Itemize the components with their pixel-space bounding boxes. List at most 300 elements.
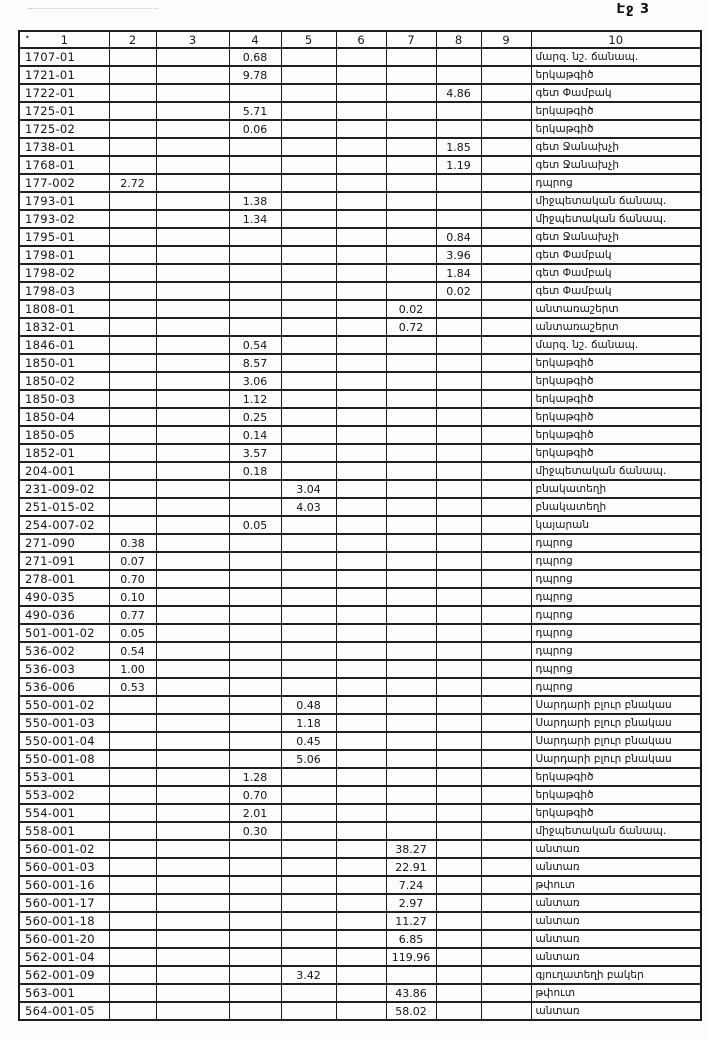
value-cell-c6: [336, 318, 386, 336]
value-cell-c2: 1.00: [109, 660, 156, 678]
table-row: [19, 246, 701, 264]
value-cell-c3: [156, 732, 229, 750]
value-cell-c4: 0.25: [229, 408, 281, 426]
value-cell-c7: [386, 246, 436, 264]
land-type-cell: գետ Ջանախչի: [531, 138, 701, 156]
value-cell-c3: [156, 894, 229, 912]
value-cell-c3: [156, 498, 229, 516]
value-cell-c5: [281, 912, 336, 930]
parcel-code-cell: 501-001-02: [19, 624, 109, 642]
value-cell-c9: [481, 606, 531, 624]
table-row: [19, 390, 701, 408]
value-cell-c8: [436, 984, 481, 1002]
table-row: [19, 408, 701, 426]
parcel-code-cell: 1798-02: [19, 264, 109, 282]
parcel-code-cell: 1850-05: [19, 426, 109, 444]
value-cell-c4: [229, 534, 281, 552]
parcel-code-cell: 1725-01: [19, 102, 109, 120]
value-cell-c3: [156, 336, 229, 354]
value-cell-c6: [336, 66, 386, 84]
table-row: [19, 588, 701, 606]
value-cell-c8: [436, 516, 481, 534]
value-cell-c4: [229, 138, 281, 156]
table-row: [19, 966, 701, 984]
value-cell-c8: 3.96: [436, 246, 481, 264]
value-cell-c3: [156, 174, 229, 192]
value-cell-c3: [156, 318, 229, 336]
value-cell-c5: [281, 984, 336, 1002]
value-cell-c9: [481, 66, 531, 84]
value-cell-c3: [156, 102, 229, 120]
value-cell-c2: [109, 804, 156, 822]
value-cell-c6: [336, 138, 386, 156]
value-cell-c7: [386, 156, 436, 174]
value-cell-c2: [109, 480, 156, 498]
value-cell-c2: [109, 426, 156, 444]
table-row: [19, 102, 701, 120]
land-type-cell: երկաթգիծ: [531, 444, 701, 462]
value-cell-c6: [336, 156, 386, 174]
value-cell-c2: [109, 840, 156, 858]
parcel-code-cell: 1721-01: [19, 66, 109, 84]
land-type-cell: գետ Ջանախչի: [531, 156, 701, 174]
value-cell-c3: [156, 462, 229, 480]
value-cell-c3: [156, 426, 229, 444]
value-cell-c5: [281, 570, 336, 588]
value-cell-c3: [156, 750, 229, 768]
value-cell-c5: [281, 858, 336, 876]
column-header-10: 10: [531, 31, 701, 48]
value-cell-c5: [281, 624, 336, 642]
value-cell-c6: [336, 768, 386, 786]
value-cell-c3: [156, 120, 229, 138]
corner-mark: •: [25, 33, 30, 42]
land-type-cell: դպրոց: [531, 678, 701, 696]
value-cell-c5: [281, 426, 336, 444]
parcel-code-cell: 1707-01: [19, 48, 109, 66]
value-cell-c2: [109, 822, 156, 840]
value-cell-c8: [436, 48, 481, 66]
value-cell-c3: [156, 804, 229, 822]
value-cell-c4: [229, 318, 281, 336]
parcel-code-cell: 560-001-20: [19, 930, 109, 948]
value-cell-c5: 4.03: [281, 498, 336, 516]
value-cell-c7: [386, 102, 436, 120]
value-cell-c2: [109, 858, 156, 876]
value-cell-c2: 0.53: [109, 678, 156, 696]
value-cell-c4: 0.06: [229, 120, 281, 138]
value-cell-c4: [229, 732, 281, 750]
value-cell-c7: [386, 372, 436, 390]
parcel-code-cell: 1852-01: [19, 444, 109, 462]
table-row: [19, 768, 701, 786]
value-cell-c6: [336, 570, 386, 588]
parcel-code-cell: 550-001-02: [19, 696, 109, 714]
value-cell-c7: 58.02: [386, 1002, 436, 1020]
value-cell-c7: 43.86: [386, 984, 436, 1002]
table-row: [19, 732, 701, 750]
value-cell-c4: [229, 876, 281, 894]
parcel-code-cell: 1850-02: [19, 372, 109, 390]
table-row: [19, 624, 701, 642]
value-cell-c5: [281, 840, 336, 858]
parcel-code-cell: 560-001-16: [19, 876, 109, 894]
table-row: [19, 66, 701, 84]
table-row: [19, 192, 701, 210]
value-cell-c9: [481, 480, 531, 498]
value-cell-c2: [109, 192, 156, 210]
value-cell-c6: [336, 966, 386, 984]
value-cell-c3: [156, 354, 229, 372]
value-cell-c5: [281, 930, 336, 948]
table-row: [19, 948, 701, 966]
value-cell-c9: [481, 930, 531, 948]
parcel-code-cell: 490-036: [19, 606, 109, 624]
value-cell-c9: [481, 516, 531, 534]
value-cell-c4: 2.01: [229, 804, 281, 822]
value-cell-c8: 1.19: [436, 156, 481, 174]
value-cell-c2: [109, 84, 156, 102]
value-cell-c5: 0.48: [281, 696, 336, 714]
value-cell-c2: 0.38: [109, 534, 156, 552]
value-cell-c9: [481, 228, 531, 246]
value-cell-c5: [281, 642, 336, 660]
table-row: [19, 354, 701, 372]
parcel-code-cell: 1798-03: [19, 282, 109, 300]
value-cell-c9: [481, 426, 531, 444]
value-cell-c7: [386, 174, 436, 192]
table-row: [19, 300, 701, 318]
value-cell-c4: 1.34: [229, 210, 281, 228]
value-cell-c8: [436, 408, 481, 426]
value-cell-c4: 0.70: [229, 786, 281, 804]
value-cell-c5: [281, 48, 336, 66]
table-row: [19, 912, 701, 930]
value-cell-c7: [386, 678, 436, 696]
table-row: [19, 660, 701, 678]
value-cell-c7: 11.27: [386, 912, 436, 930]
value-cell-c9: [481, 714, 531, 732]
value-cell-c6: [336, 948, 386, 966]
land-type-cell: անտառ: [531, 1002, 701, 1020]
table-row: [19, 570, 701, 588]
value-cell-c3: [156, 264, 229, 282]
value-cell-c3: [156, 372, 229, 390]
value-cell-c7: [386, 966, 436, 984]
value-cell-c9: [481, 858, 531, 876]
value-cell-c2: [109, 444, 156, 462]
land-type-cell: միջպետական ճանապ.: [531, 462, 701, 480]
value-cell-c4: [229, 624, 281, 642]
value-cell-c7: [386, 570, 436, 588]
land-type-cell: երկաթգիծ: [531, 426, 701, 444]
value-cell-c8: [436, 66, 481, 84]
parcel-code-cell: 1798-01: [19, 246, 109, 264]
value-cell-c7: [386, 534, 436, 552]
value-cell-c4: [229, 1002, 281, 1020]
value-cell-c3: [156, 966, 229, 984]
value-cell-c9: [481, 804, 531, 822]
parcel-code-cell: 536-002: [19, 642, 109, 660]
value-cell-c5: [281, 588, 336, 606]
parcel-code-cell: 560-001-17: [19, 894, 109, 912]
land-type-cell: անտառաշերտ: [531, 318, 701, 336]
land-type-cell: բնակատեղի: [531, 498, 701, 516]
value-cell-c9: [481, 660, 531, 678]
value-cell-c9: [481, 174, 531, 192]
value-cell-c3: [156, 948, 229, 966]
parcel-code-cell: 1846-01: [19, 336, 109, 354]
table-row: [19, 678, 701, 696]
land-type-cell: երկաթգիծ: [531, 354, 701, 372]
value-cell-c6: [336, 192, 386, 210]
parcel-code-cell: 554-001: [19, 804, 109, 822]
value-cell-c5: [281, 660, 336, 678]
table-row: [19, 642, 701, 660]
value-cell-c5: [281, 138, 336, 156]
table-row: [19, 48, 701, 66]
value-cell-c4: [229, 300, 281, 318]
table-row: [19, 444, 701, 462]
value-cell-c4: [229, 912, 281, 930]
value-cell-c5: [281, 354, 336, 372]
table-header-row: [19, 31, 701, 48]
value-cell-c6: [336, 480, 386, 498]
value-cell-c9: [481, 300, 531, 318]
value-cell-c6: [336, 804, 386, 822]
land-type-cell: գետ Փամբակ: [531, 246, 701, 264]
parcel-code-cell: 1793-02: [19, 210, 109, 228]
column-header-4: 4: [229, 31, 281, 48]
value-cell-c6: [336, 210, 386, 228]
value-cell-c4: [229, 228, 281, 246]
value-cell-c3: [156, 912, 229, 930]
value-cell-c5: [281, 318, 336, 336]
value-cell-c5: [281, 552, 336, 570]
value-cell-c4: [229, 264, 281, 282]
value-cell-c3: [156, 606, 229, 624]
parcel-code-cell: 1793-01: [19, 192, 109, 210]
value-cell-c2: [109, 750, 156, 768]
table-row: [19, 516, 701, 534]
value-cell-c4: [229, 606, 281, 624]
value-cell-c3: [156, 588, 229, 606]
value-cell-c6: [336, 858, 386, 876]
value-cell-c2: [109, 912, 156, 930]
value-cell-c9: [481, 984, 531, 1002]
value-cell-c4: [229, 714, 281, 732]
value-cell-c9: [481, 894, 531, 912]
value-cell-c5: [281, 444, 336, 462]
value-cell-c2: [109, 102, 156, 120]
land-type-cell: թփուտ: [531, 876, 701, 894]
value-cell-c8: [436, 678, 481, 696]
value-cell-c6: [336, 786, 386, 804]
value-cell-c5: [281, 516, 336, 534]
value-cell-c6: [336, 894, 386, 912]
value-cell-c8: [436, 912, 481, 930]
value-cell-c9: [481, 534, 531, 552]
value-cell-c3: [156, 822, 229, 840]
value-cell-c9: [481, 912, 531, 930]
land-type-cell: անտառ: [531, 912, 701, 930]
parcel-code-cell: 278-001: [19, 570, 109, 588]
table-row: [19, 606, 701, 624]
value-cell-c9: [481, 264, 531, 282]
land-type-cell: անտառաշերտ: [531, 300, 701, 318]
parcel-code-cell: 1850-01: [19, 354, 109, 372]
value-cell-c4: 0.68: [229, 48, 281, 66]
value-cell-c7: [386, 750, 436, 768]
value-cell-c2: [109, 408, 156, 426]
value-cell-c6: [336, 516, 386, 534]
value-cell-c2: [109, 984, 156, 1002]
value-cell-c2: [109, 876, 156, 894]
value-cell-c9: [481, 696, 531, 714]
value-cell-c4: [229, 174, 281, 192]
value-cell-c4: 3.06: [229, 372, 281, 390]
value-cell-c3: [156, 516, 229, 534]
land-type-cell: անտառ: [531, 930, 701, 948]
value-cell-c4: [229, 588, 281, 606]
land-type-cell: դպրոց: [531, 570, 701, 588]
value-cell-c6: [336, 84, 386, 102]
parcel-code-cell: 536-003: [19, 660, 109, 678]
table-row: [19, 174, 701, 192]
value-cell-c2: [109, 282, 156, 300]
value-cell-c3: [156, 300, 229, 318]
parcel-code-cell: 558-001: [19, 822, 109, 840]
table-row: [19, 120, 701, 138]
value-cell-c8: [436, 786, 481, 804]
value-cell-c4: [229, 696, 281, 714]
value-cell-c4: [229, 156, 281, 174]
value-cell-c2: [109, 714, 156, 732]
value-cell-c6: [336, 984, 386, 1002]
value-cell-c7: [386, 66, 436, 84]
value-cell-c6: [336, 102, 386, 120]
value-cell-c8: 1.84: [436, 264, 481, 282]
land-type-cell: անտառ: [531, 948, 701, 966]
value-cell-c5: 1.18: [281, 714, 336, 732]
value-cell-c8: [436, 570, 481, 588]
value-cell-c9: [481, 354, 531, 372]
value-cell-c6: [336, 714, 386, 732]
value-cell-c7: [386, 714, 436, 732]
land-type-cell: մարզ. նշ. ճանապ.: [531, 48, 701, 66]
value-cell-c7: [386, 426, 436, 444]
value-cell-c7: [386, 732, 436, 750]
land-type-cell: երկաթգիծ: [531, 66, 701, 84]
value-cell-c8: 4.86: [436, 84, 481, 102]
value-cell-c5: [281, 84, 336, 102]
value-cell-c5: [281, 174, 336, 192]
value-cell-c7: [386, 264, 436, 282]
value-cell-c3: [156, 660, 229, 678]
value-cell-c8: [436, 894, 481, 912]
value-cell-c6: [336, 228, 386, 246]
table-row: [19, 498, 701, 516]
value-cell-c8: [436, 858, 481, 876]
parcel-code-cell: 490-035: [19, 588, 109, 606]
value-cell-c2: 0.54: [109, 642, 156, 660]
table-row: [19, 156, 701, 174]
value-cell-c4: 1.28: [229, 768, 281, 786]
value-cell-c7: 6.85: [386, 930, 436, 948]
parcel-code-cell: 553-001: [19, 768, 109, 786]
value-cell-c7: [386, 336, 436, 354]
value-cell-c4: 9.78: [229, 66, 281, 84]
value-cell-c3: [156, 714, 229, 732]
value-cell-c2: [109, 264, 156, 282]
value-cell-c4: [229, 984, 281, 1002]
parcel-code-cell: 1832-01: [19, 318, 109, 336]
value-cell-c2: [109, 768, 156, 786]
value-cell-c9: [481, 732, 531, 750]
value-cell-c5: 0.45: [281, 732, 336, 750]
value-cell-c5: [281, 1002, 336, 1020]
scan-artifact-line: [28, 8, 158, 9]
value-cell-c5: [281, 102, 336, 120]
land-type-cell: անտառ: [531, 894, 701, 912]
value-cell-c4: [229, 966, 281, 984]
value-cell-c8: [436, 462, 481, 480]
table-row: [19, 462, 701, 480]
value-cell-c8: [436, 948, 481, 966]
parcel-code-cell: 563-001: [19, 984, 109, 1002]
table-row: [19, 786, 701, 804]
value-cell-c7: 0.02: [386, 300, 436, 318]
value-cell-c8: [436, 804, 481, 822]
value-cell-c8: [436, 588, 481, 606]
land-type-cell: գետ Ջանախչի: [531, 228, 701, 246]
value-cell-c3: [156, 1002, 229, 1020]
table-row: [19, 930, 701, 948]
value-cell-c9: [481, 1002, 531, 1020]
value-cell-c3: [156, 66, 229, 84]
parcel-code-cell: 1850-04: [19, 408, 109, 426]
value-cell-c5: [281, 804, 336, 822]
value-cell-c9: [481, 102, 531, 120]
value-cell-c5: [281, 408, 336, 426]
value-cell-c6: [336, 336, 386, 354]
table-row: [19, 318, 701, 336]
value-cell-c2: [109, 318, 156, 336]
value-cell-c8: [436, 750, 481, 768]
parcel-code-cell: 562-001-04: [19, 948, 109, 966]
value-cell-c5: [281, 300, 336, 318]
value-cell-c6: [336, 750, 386, 768]
value-cell-c8: [436, 102, 481, 120]
value-cell-c2: [109, 930, 156, 948]
value-cell-c9: [481, 840, 531, 858]
value-cell-c6: [336, 408, 386, 426]
value-cell-c3: [156, 48, 229, 66]
value-cell-c8: [436, 732, 481, 750]
value-cell-c7: [386, 696, 436, 714]
value-cell-c6: [336, 624, 386, 642]
value-cell-c2: 0.05: [109, 624, 156, 642]
land-type-cell: դպրոց: [531, 624, 701, 642]
value-cell-c5: [281, 822, 336, 840]
value-cell-c3: [156, 192, 229, 210]
parcel-code-cell: 560-001-18: [19, 912, 109, 930]
value-cell-c2: [109, 966, 156, 984]
table-row: [19, 750, 701, 768]
value-cell-c5: [281, 336, 336, 354]
value-cell-c8: [436, 606, 481, 624]
value-cell-c9: [481, 246, 531, 264]
